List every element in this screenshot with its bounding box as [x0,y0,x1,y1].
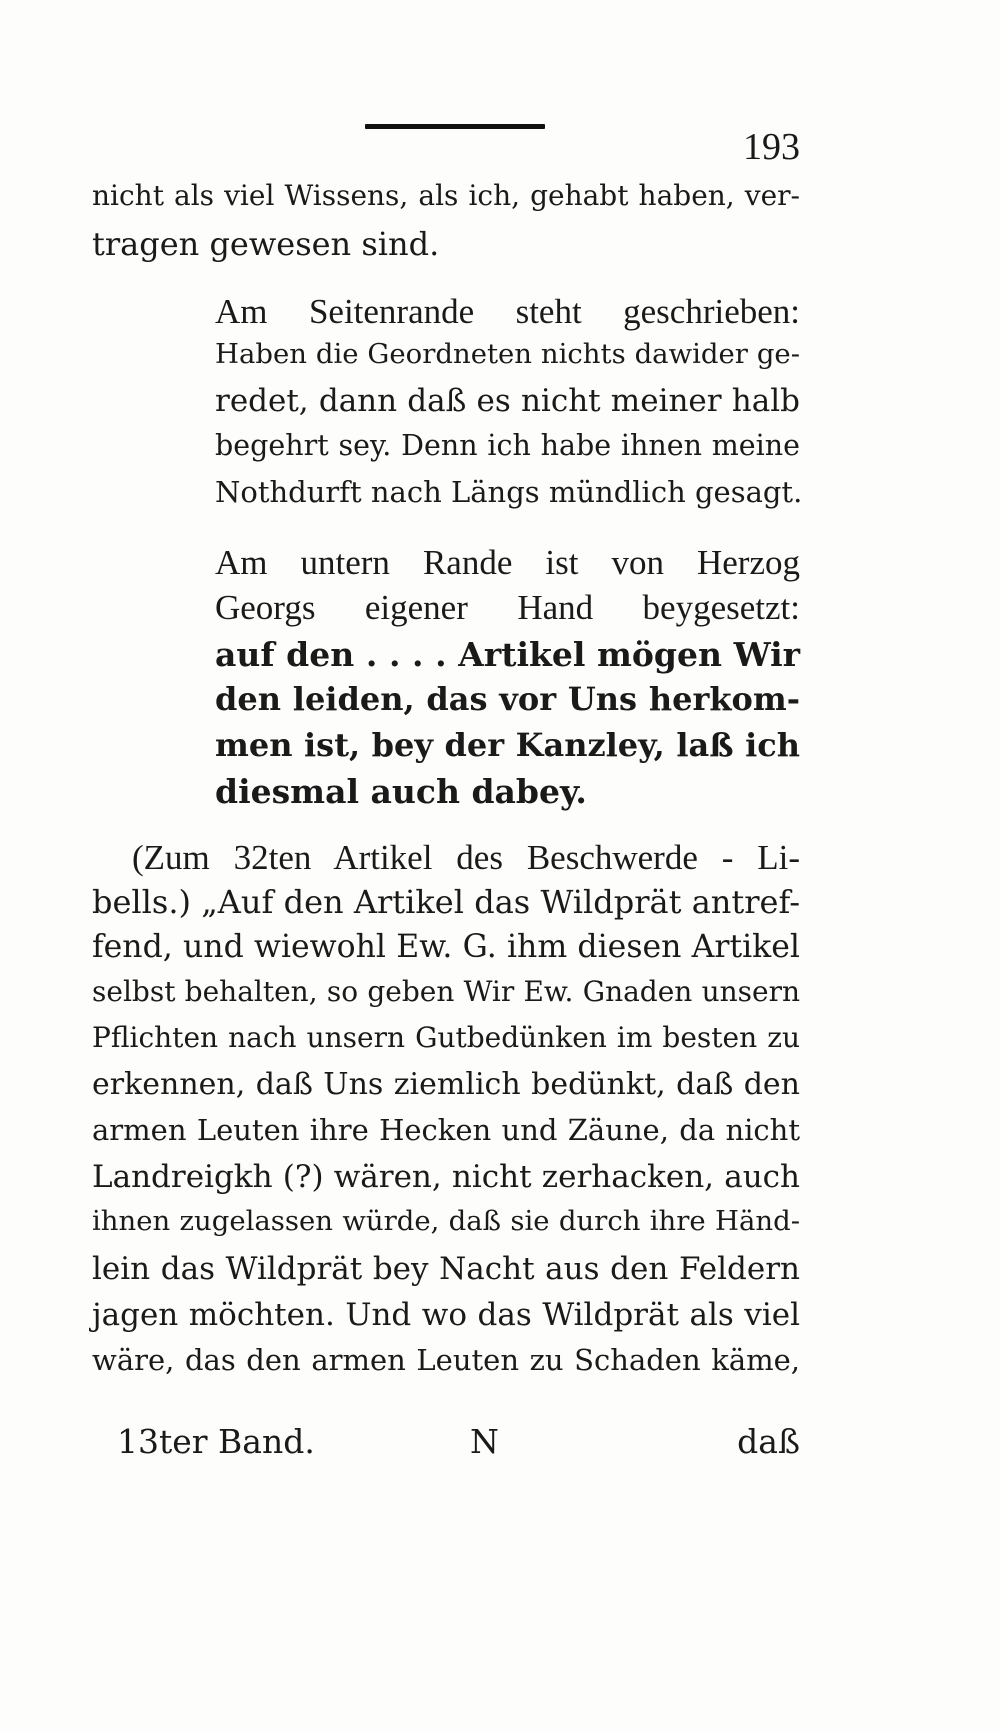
text-line-19: erkennen, daß Uns ziemlich bedünkt, daß den [92,1067,800,1102]
text-line-3: Am Seitenrande steht geschrieben: [215,292,800,331]
text-line-9: Georgs eigener Hand beygesetzt: [215,588,800,627]
text-line-22: ihnen zugelassen würde, daß sie durch ihre Händ- [92,1205,800,1237]
page-number: 193 [743,126,800,168]
text-line-25: wäre, das den armen Leuten zu Schaden käme, [92,1343,800,1377]
text-line-5: redet, dann daß es nicht meiner halb [215,383,800,419]
text-line-2: tragen gewesen sind. [92,225,440,263]
signature-mark: 13ter Band. [117,1422,315,1461]
text-line-13: diesmal auch dabey. [215,772,587,811]
text-line-4: Haben die Geordneten nichts dawider ge- [215,338,800,370]
sheet-mark: N [470,1422,499,1461]
text-line-1: nicht als viel Wissens, als ich, gehabt haben, ver- [92,179,800,212]
text-line-10: auf den . . . . Artikel mögen Wir [215,635,800,674]
text-line-21: Landreigkh (?) wären, nicht zerhacken, auch [92,1159,800,1195]
text-line-17: selbst behalten, so geben Wir Ew. Gnaden unsern [92,975,800,1008]
text-line-15: bells.) „Auf den Artikel das Wildprät antref- [92,883,800,921]
text-line-11: den leiden, das vor Uns herkom- [215,680,800,718]
catchword: daß [737,1422,800,1461]
text-line-12: men ist, bey der Kanzley, laß ich [215,726,800,764]
text-line-16: fend, und wiewohl Ew. G. ihm diesen Artikel [92,929,800,965]
text-line-8: Am untern Rande ist von Herzog [215,543,800,582]
header-rule [365,124,545,129]
text-line-18: Pflichten nach unsern Gutbedünken im besten zu [92,1021,800,1054]
text-line-24: jagen möchten. Und wo das Wildprät als viel [92,1297,800,1333]
text-line-6: begehrt sey. Denn ich habe ihnen meine [215,429,800,462]
text-line-14: (Zum 32ten Artikel des Beschwerde - Li- [132,838,800,877]
text-line-7: Nothdurft nach Längs mündlich gesagt. [215,475,803,509]
text-line-20: armen Leuten ihre Hecken und Zäune, da nicht [92,1113,800,1147]
text-line-23: lein das Wildprät bey Nacht aus den Feldern [92,1251,800,1287]
